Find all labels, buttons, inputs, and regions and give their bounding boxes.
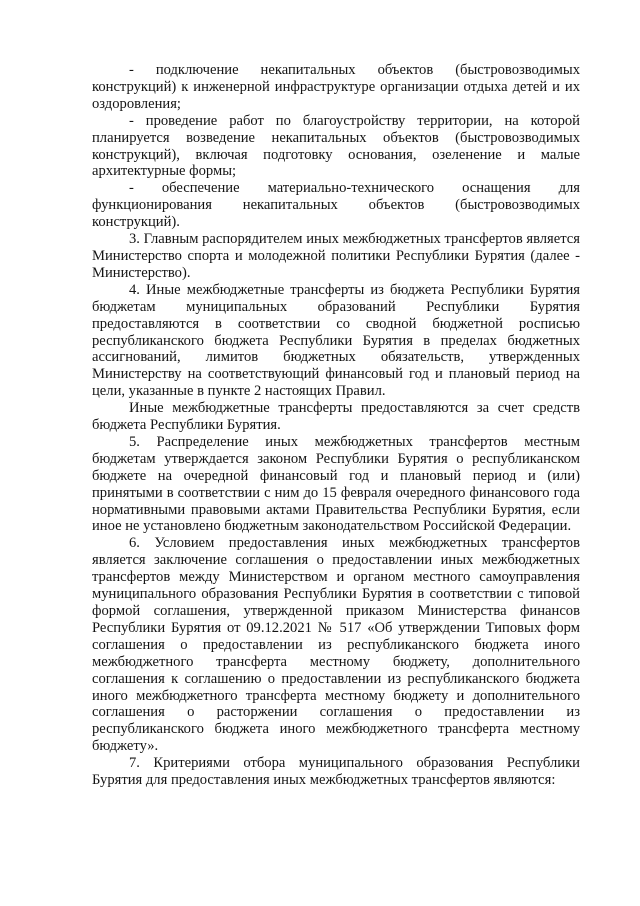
paragraph-bullet-landscaping: - проведение работ по благоустройству территории, на которой планируется возведение некапитальных объектов (быстровозводимых конструкций), включая подготовку основания, озеленение и малые архитектурные формы; xyxy=(92,112,580,180)
paragraph-bullet-connection: - подключение некапитальных объектов (быстровозводимых конструкций) к инженерной инфраструктуре организации отдыха детей и их оздоровления; xyxy=(92,62,580,112)
paragraph-item-5: 5. Распределение иных межбюджетных трансфертов местным бюджетам утверждается законом Республики Бурятия о республиканском бюджете на очередной финансовый год и плановый период и (или) принятыми в соответствии с ним до 15 февраля очередного финансового года нормативными правовыми актами Правительства Республики Бурятия, если иное не установлено бюджетным законодательством Российской Федерации. xyxy=(92,433,580,535)
paragraph-item-6: 6. Условием предоставления иных межбюджетных трансфертов является заключение соглашения о предоставлении иных межбюджетных трансфертов между Министерством и органом местного самоуправления муниципального образования Республики Бурятия в соответствии с типовой формой соглашения, утвержденной приказом Министерства финансов Республики Бурятия от 09.12.2021 № 517 «Об утверждении Типовых форм соглашения о предоставлении из республиканского бюджета иного межбюджетного трансферта местному бюджету, дополнительного соглашения к соглашению о предоставлении из республиканского бюджета иного межбюджетного трансферта местному бюджету и дополнительного соглашения о расторжении соглашения о предоставлении из республиканского бюджета иного межбюджетного трансферта местному бюджету». xyxy=(92,535,580,755)
paragraph-item-3: 3. Главным распорядителем иных межбюджетных трансфертов является Министерство спорта и молодежной политики Республики Бурятия (далее - Министерство). xyxy=(92,231,580,281)
paragraph-item-4-continued: Иные межбюджетные трансферты предоставляются за счет средств бюджета Республики Бурятия. xyxy=(92,400,580,434)
paragraph-item-4: 4. Иные межбюджетные трансферты из бюджета Республики Бурятия бюджетам муниципальных образований Республики Бурятия предоставляются в соответствии со сводной бюджетной росписью республиканского бюджета Республики Бурятия в пределах бюджетных ассигнований, лимитов бюджетных обязательств, утвержденных Министерству на соответствующий финансовый год и плановый период на цели, указанные в пункте 2 настоящих Правил. xyxy=(92,281,580,400)
paragraph-item-7: 7. Критериями отбора муниципального образования Республики Бурятия для предоставления иных межбюджетных трансфертов являются: xyxy=(92,755,580,789)
document-body xyxy=(92,62,580,789)
paragraph-bullet-equipment: - обеспечение материально-технического оснащения для функционирования некапитальных объектов (быстровозводимых конструкций). xyxy=(92,180,580,231)
